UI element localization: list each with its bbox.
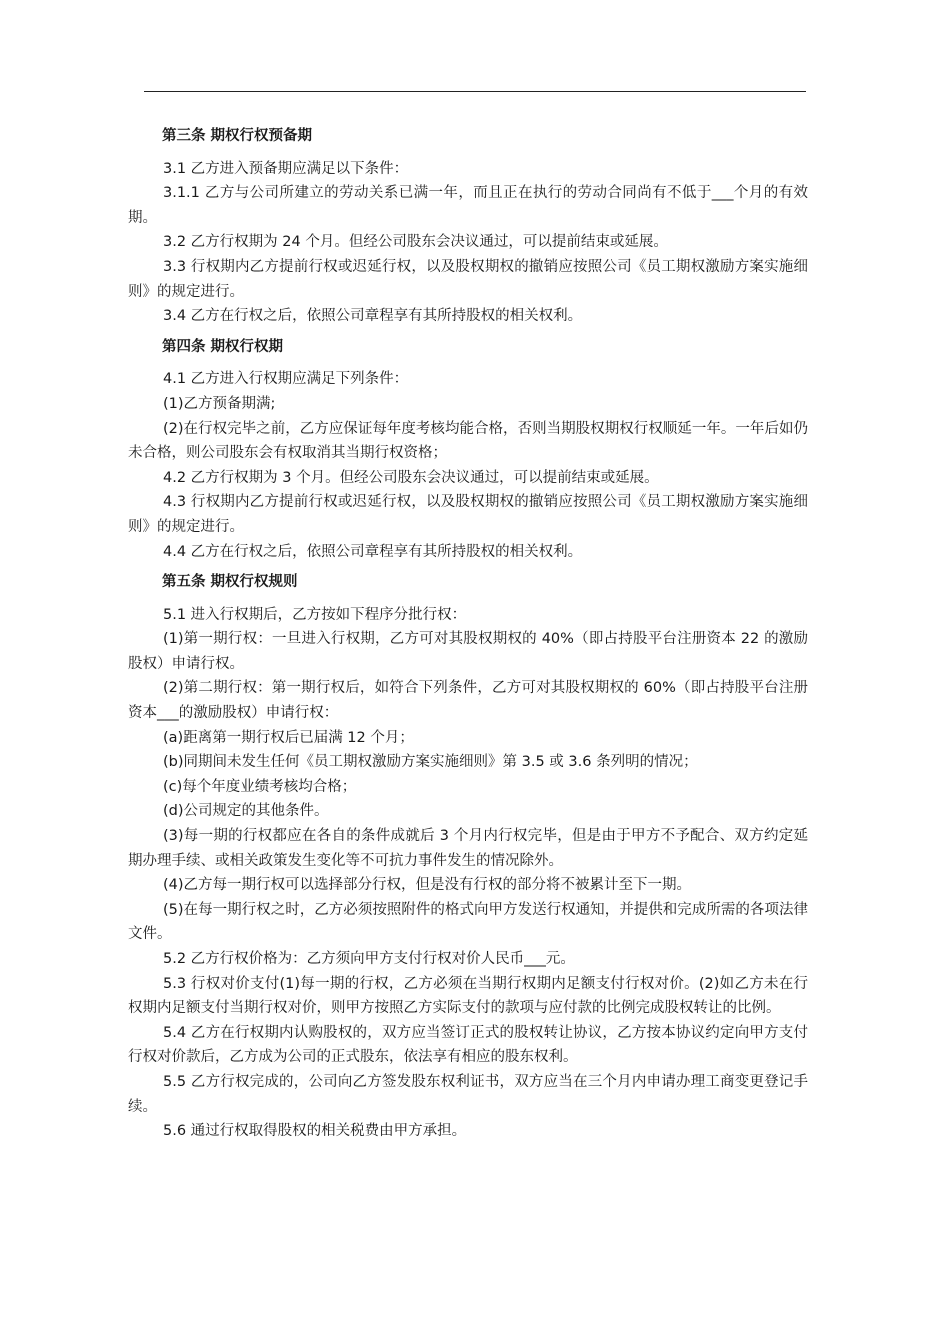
- paragraph: 4.2 乙方行权期为 3 个月。但经公司股东会决议通过，可以提前结束或延展。: [163, 469, 659, 486]
- paragraph: (a)距离第一期行权后已届满 12 个月；: [163, 729, 414, 746]
- paragraph: (1)乙方预备期满;: [163, 395, 276, 412]
- section-heading: 第三条 期权行权预备期: [162, 128, 313, 144]
- document-body: [128, 118, 808, 1144]
- paragraph: (b)同期间未发生任何《员工期权激励方案实施细则》第 3.5 或 3.6 条列明的情况；: [163, 754, 698, 771]
- paragraph: 5.4 乙方在行权期内认购股权的，双方应当签订正式的股权转让协议，乙方按本协议约定向甲方支付行权对价款后，乙方成为公司的正式股东，依法享有相应的股东权利。: [128, 1024, 808, 1066]
- paragraph: 4.3 行权期内乙方提前行权或迟延行权，以及股权期权的撤销应按照公司《员工期权激励方案实施细则》的规定进行。: [128, 494, 808, 535]
- paragraph: (d)公司规定的其他条件。: [163, 803, 329, 820]
- paragraph: 4.1 乙方进入行权期应满足下列条件：: [163, 371, 409, 388]
- paragraph: 5.1 进入行权期后，乙方按如下程序分批行权：: [163, 606, 467, 623]
- paragraph: 3.1.1 乙方与公司所建立的劳动关系已满一年，而且正在执行的劳动合同尚有不低于___个月的有效期。: [128, 185, 808, 226]
- paragraph: 5.6 通过行权取得股权的相关税费由甲方承担。: [163, 1123, 467, 1140]
- paragraph: 5.5 乙方行权完成的，公司向乙方签发股东权利证书，双方应当在三个月内申请办理工商变更登记手续。: [128, 1073, 808, 1115]
- paragraph: (3)每一期的行权都应在各自的条件成就后 3 个月内行权完毕，但是由于甲方不予配合、双方约定延期办理手续、或相关政策发生变化等不可抗力事件发生的情况除外。: [128, 828, 808, 869]
- section-heading: 第四条 期权行权期: [162, 338, 284, 355]
- paragraph: (5)在每一期行权之时，乙方必须按照附件的格式向甲方发送行权通知，并提供和完成所需的各项法律文件。: [128, 901, 808, 943]
- section-heading: 第五条 期权行权规则: [162, 574, 298, 591]
- paragraph: 3.2 乙方行权期为 24 个月。但经公司股东会决议通过，可以提前结束或延展。: [163, 234, 668, 251]
- paragraph: (1)第一期行权：一旦进入行权期，乙方可对其股权期权的 40%（即占持股平台注册资本 22 的激励股权）申请行权。: [128, 631, 808, 672]
- header-rule: [144, 91, 806, 92]
- paragraph: (2)第二期行权：第一期行权后，如符合下列条件，乙方可对其股权期权的 60%（即占持股平台注册资本___的激励股权）申请行权：: [128, 680, 808, 722]
- paragraph: (4)乙方每一期行权可以选择部分行权，但是没有行权的部分将不被累计至下一期。: [163, 877, 692, 894]
- paragraph: (2)在行权完毕之前，乙方应保证每年度考核均能合格，否则当期股权期权行权顺延一年。一年后如仍未合格，则公司股东会有权取消其当期行权资格；: [128, 420, 808, 462]
- paragraph: 5.3 行权对价支付(1)每一期的行权，乙方必须在当期行权期内足额支付行权对价。(2)如乙方未在行权期内足额支付当期行权对价，则甲方按照乙方实际支付的款项与应付款的比例完成股权转让的比例。: [128, 975, 808, 1017]
- paragraph: 3.1 乙方进入预备期应满足以下条件：: [163, 160, 409, 177]
- paragraph: 3.3 行权期内乙方提前行权或迟延行权，以及股权期权的撤销应按照公司《员工期权激励方案实施细则》的规定进行。: [128, 258, 808, 300]
- paragraph: 4.4 乙方在行权之后，依照公司章程享有其所持股权的相关权利。: [163, 543, 583, 560]
- paragraph: 3.4 乙方在行权之后，依照公司章程享有其所持股权的相关权利。: [163, 308, 583, 325]
- paragraph: (c)每个年度业绩考核均合格；: [163, 778, 357, 795]
- paragraph: 5.2 乙方行权价格为：乙方须向甲方支付行权对价人民币___元。: [163, 951, 575, 967]
